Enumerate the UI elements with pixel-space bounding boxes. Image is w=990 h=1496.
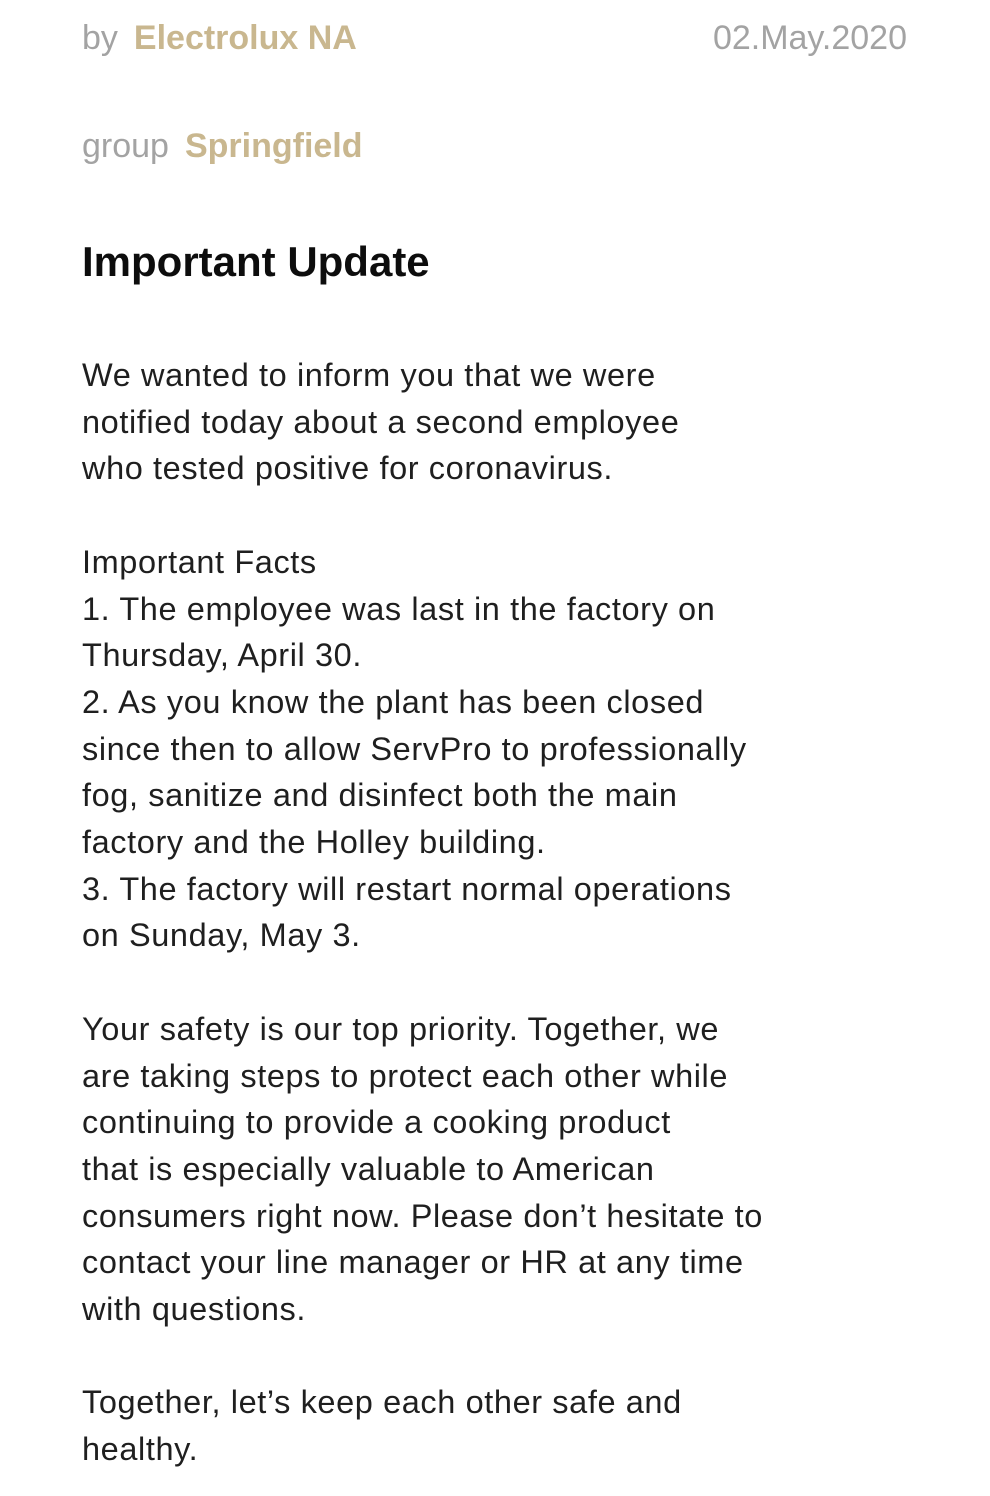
text-line: 3. The factory will restart normal operations	[82, 870, 732, 907]
by-label: by	[82, 19, 118, 57]
text-line: are taking steps to protect each other while	[82, 1057, 729, 1094]
author-link[interactable]: Electrolux NA	[133, 19, 357, 57]
paragraph-gap	[82, 1333, 912, 1380]
text-line: 2. As you know the plant has been closed	[82, 683, 705, 720]
text-line: Important Facts	[82, 543, 317, 580]
text-line: Together, let’s keep each other safe and	[82, 1384, 682, 1421]
post-body	[82, 352, 912, 1473]
text-line: fog, sanitize and disinfect both the main	[82, 777, 678, 814]
text-line: contact your line manager or HR at any time	[82, 1244, 744, 1281]
paragraph-gap	[82, 959, 912, 1006]
group-link[interactable]: Springfield	[184, 127, 363, 165]
group-group	[82, 126, 363, 166]
post-title: Important Update	[82, 238, 430, 285]
text-line: with questions.	[82, 1291, 306, 1328]
text-line: factory and the Holley building.	[82, 824, 546, 861]
text-line: continuing to provide a cooking product	[82, 1104, 671, 1141]
post-date: 02.May.2020	[712, 19, 907, 57]
text-line: since then to allow ServPro to professionally	[82, 730, 747, 767]
post-meta-group-row	[82, 126, 907, 166]
paragraph	[82, 352, 912, 492]
text-line: notified today about a second employee	[82, 403, 680, 440]
paragraph	[82, 1006, 912, 1333]
text-line: 1. The employee was last in the factory on	[82, 590, 716, 627]
text-line: who tested positive for coronavirus.	[82, 450, 614, 487]
paragraph	[82, 1379, 912, 1472]
text-line: Your safety is our top priority. Together, we	[82, 1010, 720, 1047]
text-line: We wanted to inform you that we were	[82, 357, 656, 393]
text-line: consumers right now. Please don’t hesitate to	[82, 1197, 763, 1234]
group-label: group	[82, 127, 169, 165]
text-line: on Sunday, May 3.	[82, 917, 361, 954]
text-line: that is especially valuable to American	[82, 1150, 655, 1187]
text-line: healthy.	[82, 1431, 199, 1468]
post-meta-author-row	[82, 18, 907, 58]
author-group	[82, 18, 357, 58]
paragraph-gap	[82, 492, 912, 539]
text-line: Thursday, April 30.	[82, 637, 362, 674]
paragraph	[82, 539, 912, 959]
